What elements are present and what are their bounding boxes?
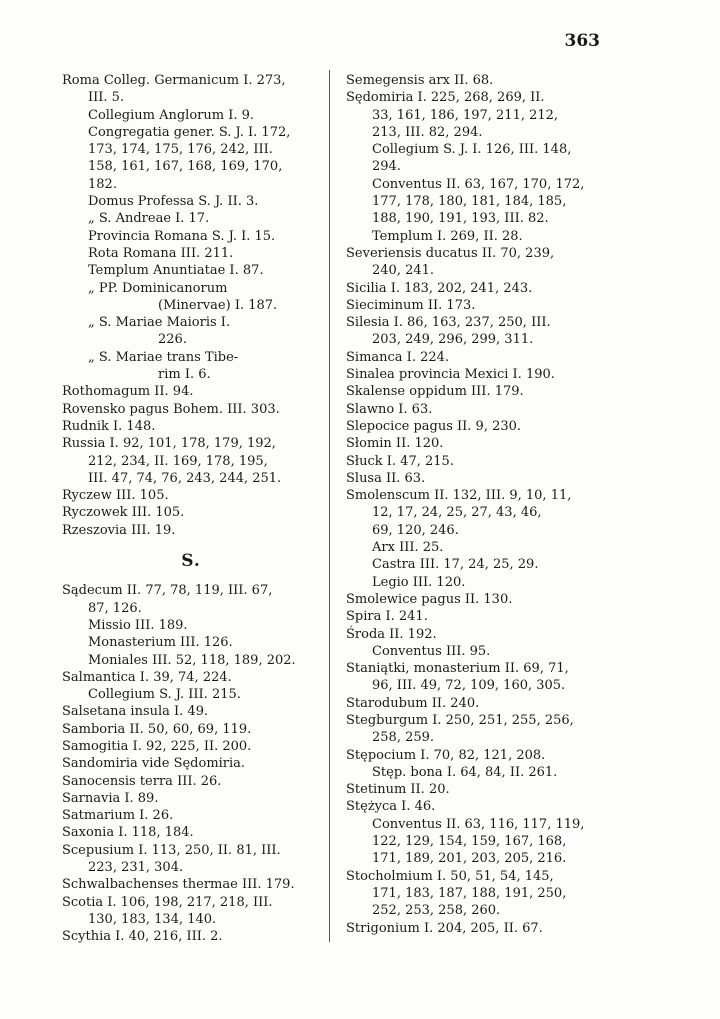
index-entry: Slepocice pagus II. 9, 230. [346,418,522,434]
index-subentry: Conventus III. 95. [372,643,491,659]
index-entry: Semegensis arx II. 68. [346,73,494,88]
index-subentry: Castra III. 17, 24, 25, 29. [372,557,539,573]
index-entry: Stetinum II. 20. [346,782,450,798]
index-subentry: 171, 183, 187, 188, 191, 250, [372,885,567,901]
index-entry: Sarnavia I. 89. [62,790,159,806]
index-entry: Słomin II. 120. [346,436,444,452]
index-subentry: (Minervae) I. 187. [158,297,278,313]
index-subentry: 182. [88,176,117,192]
index-subentry: rim I. 6. [158,367,211,383]
index-subentry: 171, 189, 201, 203, 205, 216. [372,851,567,867]
index-entry: Starodubum II. 240. [346,695,480,711]
index-entry: Saxonia I. 118, 184. [62,825,194,841]
index-entry: Scythia I. 40, 216, III. 2. [62,929,223,945]
index-entry: Rothomagum II. 94. [62,384,194,400]
index-subentry: „ S. Mariae Maioris I. [88,315,231,331]
index-entry: Stegburgum I. 250, 251, 255, 256, [346,712,574,728]
index-entry: Scepusium I. 113, 250, II. 81, III. [62,842,281,858]
index-subentry: Congregatia gener. S. J. I. 172, [88,124,291,140]
index-entry: Silesia I. 86, 163, 237, 250, III. [346,315,551,331]
index-subentry: 122, 129, 154, 159, 167, 168, [372,834,567,850]
index-entry: Sicilia I. 183, 202, 241, 243. [346,280,533,296]
index-entry: Sanocensis terra III. 26. [62,773,222,789]
index-subentry: Collegium Anglorum I. 9. [88,107,255,123]
index-subentry: 173, 174, 175, 176, 242, III. [88,142,273,158]
index-subentry: 240, 241. [372,263,435,279]
index-entries-r [62,72,320,539]
index-entry: Smolewice pagus II. 130. [346,591,513,607]
column-divider [329,70,330,942]
index-subentry: Templum Anuntiatae I. 87. [88,263,264,279]
index-subentry: Legio III. 120. [372,574,466,590]
page-number: 363 [564,31,600,51]
index-entry: Staniątki, monasterium II. 69, 71, [346,661,569,677]
index-subentry: Moniales III. 52, 118, 189, 202. [88,652,296,668]
index-subentry: 223, 231, 304. [88,860,184,876]
index-subentry: 69, 120, 246. [372,522,459,538]
index-subentry: 203, 249, 296, 299, 311. [372,332,534,348]
index-subentry: 96, III. 49, 72, 109, 160, 305. [372,678,566,694]
index-entry: Ryczowek III. 105. [62,505,185,521]
index-subentry: Collegium S. J. III. 215. [88,687,241,703]
index-entry: Ryczew III. 105. [62,488,169,504]
index-entries-s-continued [346,72,598,937]
index-entry: Sędomiria I. 225, 268, 269, II. [346,90,545,106]
index-subentry: Conventus II. 63, 167, 170, 172, [372,176,585,192]
index-subentry: Domus Professa S. J. II. 3. [88,194,259,210]
index-subentry: 252, 253, 258, 260. [372,903,501,919]
index-entry: Sądecum II. 77, 78, 119, III. 67, [62,583,273,599]
index-entry: Salsetana insula I. 49. [62,704,209,720]
index-entry: Scotia I. 106, 198, 217, 218, III. [62,894,273,910]
index-entry: Środa II. 192. [346,626,437,642]
index-entry: Stężyca I. 46. [346,799,436,815]
index-entry: Rudnik I. 148. [62,418,156,434]
index-subentry: 33, 161, 186, 197, 211, 212, [372,107,559,123]
index-entry: Satmarium I. 26. [62,808,174,824]
index-entry: Samogitia I. 92, 225, II. 200. [62,738,252,754]
index-entry: Slawno I. 63. [346,401,433,417]
index-subentry: Rota Romana III. 211. [88,245,234,261]
index-entry: Roma Colleg. Germanicum I. 273, [62,73,286,88]
index-entry: Stocholmium I. 50, 51, 54, 145, [346,868,554,884]
index-subentry: Arx III. 25. [372,540,444,556]
index-entry: Słuck I. 47, 215. [346,453,454,469]
index-subentry: III. 5. [88,90,125,106]
index-entry: Sandomiria vide Sędomiria. [62,756,246,772]
index-subentry: „ S. Mariae trans Tibe- [88,349,239,365]
index-subentry: Missio III. 189. [88,617,188,633]
index-subentry: 158, 161, 167, 168, 169, 170, [88,159,283,175]
index-entry: Russia I. 92, 101, 178, 179, 192, [62,436,276,452]
index-entry: Simanca I. 224. [346,349,450,365]
index-subentry: „ PP. Dominicanorum [88,280,228,296]
index-subentry: 212, 234, II. 169, 178, 195, [88,453,268,469]
index-subentry: Collegium S. J. I. 126, III. 148, [372,142,572,158]
index-subentry: 130, 183, 134, 140. [88,911,217,927]
index-subentry: 226. [158,332,187,348]
index-entry: Slusa II. 63. [346,470,426,486]
index-subentry: Provincia Romana S. J. I. 15. [88,228,276,244]
index-subentry: Stęp. bona I. 64, 84, II. 261. [372,764,558,780]
index-subentry: 213, III. 82, 294. [372,124,483,140]
index-entry: Rovensko pagus Bohem. III. 303. [62,401,280,417]
index-subentry: Conventus II. 63, 116, 117, 119, [372,816,585,832]
index-subentry: III. 47, 74, 76, 243, 244, 251. [88,470,282,486]
index-subentry: 258, 259. [372,730,435,746]
index-subentry: Monasterium III. 126. [88,635,233,651]
index-subentry: 87, 126. [88,600,142,616]
index-entry: Severiensis ducatus II. 70, 239, [346,245,555,261]
index-entry: Schwalbachenses thermae III. 179. [62,877,295,893]
index-subentry: Templum I. 269, II. 28. [372,228,523,244]
index-entry: Stępocium I. 70, 82, 121, 208. [346,747,546,763]
index-subentry: „ S. Andreae I. 17. [88,211,210,227]
section-letter-heading: S. [181,551,201,572]
index-entry: Spira I. 241. [346,609,428,625]
index-entry: Samboria II. 50, 60, 69, 119. [62,721,252,737]
index-entries-s [62,582,320,945]
index-entry: Smolenscum II. 132, III. 9, 10, 11, [346,488,572,504]
index-entry: Rzeszovia III. 19. [62,522,176,538]
index-entry: Sieciminum II. 173. [346,297,476,313]
index-entry: Sinalea provincia Mexici I. 190. [346,367,555,383]
index-entry: Strigonium I. 204, 205, II. 67. [346,920,543,936]
index-subentry: 188, 190, 191, 193, III. 82. [372,211,549,227]
index-subentry: 294. [372,159,401,175]
index-column-left [62,72,320,946]
index-subentry: 12, 17, 24, 25, 27, 43, 46, [372,505,542,521]
index-entry: Skalense oppidum III. 179. [346,384,524,400]
index-subentry: 177, 178, 180, 181, 184, 185, [372,194,567,210]
index-entry: Salmantica I. 39, 74, 224. [62,669,232,685]
index-column-right [346,72,598,937]
